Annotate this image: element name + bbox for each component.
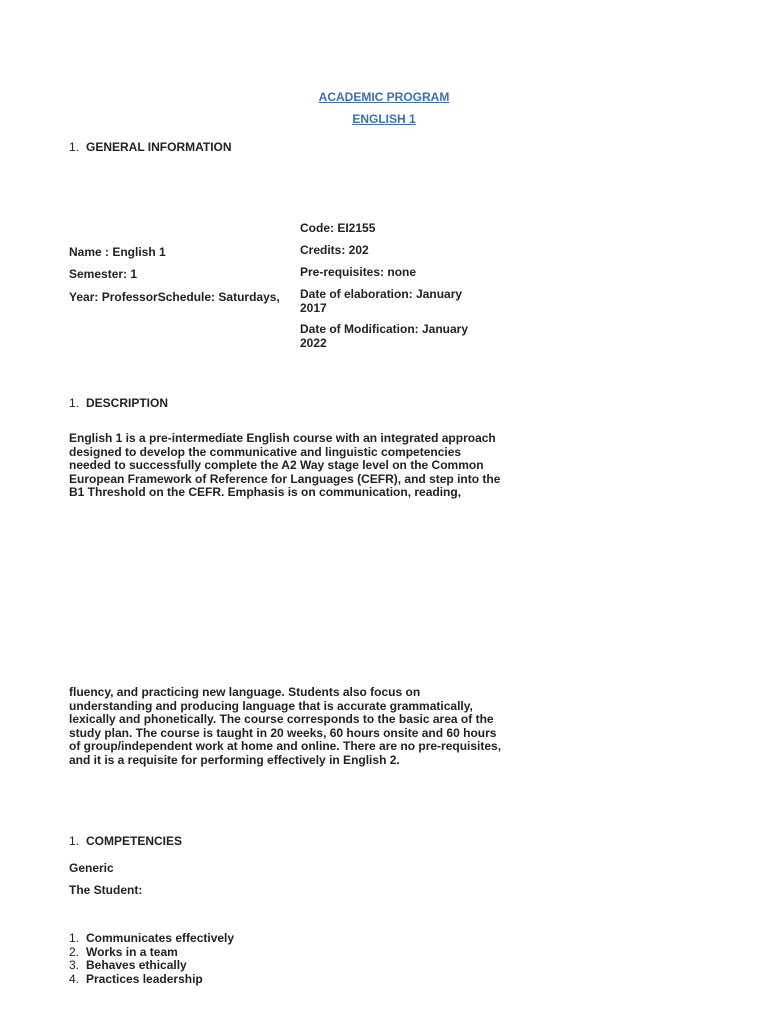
general-information-heading <box>69 140 232 154</box>
paragraph-line: fluency, and practicing new language. Students also focus on <box>69 685 421 699</box>
heading-number: 1. <box>69 834 80 848</box>
elaboration-year: 2017 <box>300 300 327 315</box>
heading-label: GENERAL INFORMATION <box>86 140 232 154</box>
paragraph-line: English 1 is a pre-intermediate English course with an integrated approach <box>69 431 496 445</box>
paragraph-line: needed to successfully complete the A2 Way stage level on the Common <box>69 458 484 472</box>
paragraph-line: B1 Threshold on the CEFR. Emphasis is on communication, reading, <box>69 485 462 499</box>
course-credits: Credits: 202 <box>300 243 369 257</box>
heading-label: COMPETENCIES <box>86 834 183 848</box>
elaboration-line: Date of elaboration: January <box>300 287 463 301</box>
course-year-schedule: Year: ProfessorSchedule: Saturdays, <box>69 290 280 304</box>
heading-label: DESCRIPTION <box>86 396 169 410</box>
student-label: The Student: <box>69 883 143 897</box>
list-label: Works in a team <box>86 944 178 959</box>
course-prerequisites: Pre-requisites: none <box>300 265 417 279</box>
course-semester: Semester: 1 <box>69 267 138 281</box>
paragraph-line: study plan. The course is taught in 20 weeks, 60 hours onsite and 60 hours <box>69 725 497 740</box>
modification-year: 2022 <box>300 335 327 350</box>
competencies-heading <box>69 834 182 848</box>
description-paragraph-part1 <box>69 432 499 500</box>
paragraph-line: lexically and phonetically. The course corresponds to the basic area of the <box>69 712 494 726</box>
paragraph-line: and it is a requisite for performing effectively in English 2. <box>69 752 400 767</box>
list-number: 1. <box>69 931 80 945</box>
course-name: Name : English 1 <box>69 245 166 259</box>
competencies-list <box>69 932 234 986</box>
course-title: ENGLISH 1 <box>352 112 416 126</box>
list-item <box>69 973 234 987</box>
course-code: Code: EI2155 <box>300 221 376 235</box>
heading-number: 1. <box>69 140 80 154</box>
list-item <box>69 959 234 973</box>
list-label: Practices leadership <box>86 971 203 986</box>
description-paragraph-part2 <box>69 685 502 767</box>
list-number: 2. <box>69 944 80 959</box>
paragraph-line: understanding and producing language that is accurate grammatically, <box>69 698 473 713</box>
modification-line: Date of Modification: January <box>300 322 469 336</box>
list-label: Communicates effectively <box>86 931 235 945</box>
date-of-elaboration <box>300 288 462 315</box>
date-of-modification <box>300 323 468 350</box>
heading-number: 1. <box>69 396 80 410</box>
paragraph-line: of group/independent work at home and online. There are no pre-requisites, <box>69 739 502 753</box>
list-number: 3. <box>69 958 80 972</box>
list-number: 4. <box>69 971 80 986</box>
list-item <box>69 932 234 946</box>
paragraph-line: European Framework of Reference for Languages (CEFR), and step into the <box>69 471 501 486</box>
generic-label: Generic <box>69 861 114 875</box>
description-heading <box>69 396 168 410</box>
program-title: ACADEMIC PROGRAM <box>318 90 450 104</box>
paragraph-line: designed to develop the communicative and linguistic competencies <box>69 444 462 459</box>
list-label: Behaves ethically <box>86 958 187 972</box>
list-item <box>69 946 234 960</box>
